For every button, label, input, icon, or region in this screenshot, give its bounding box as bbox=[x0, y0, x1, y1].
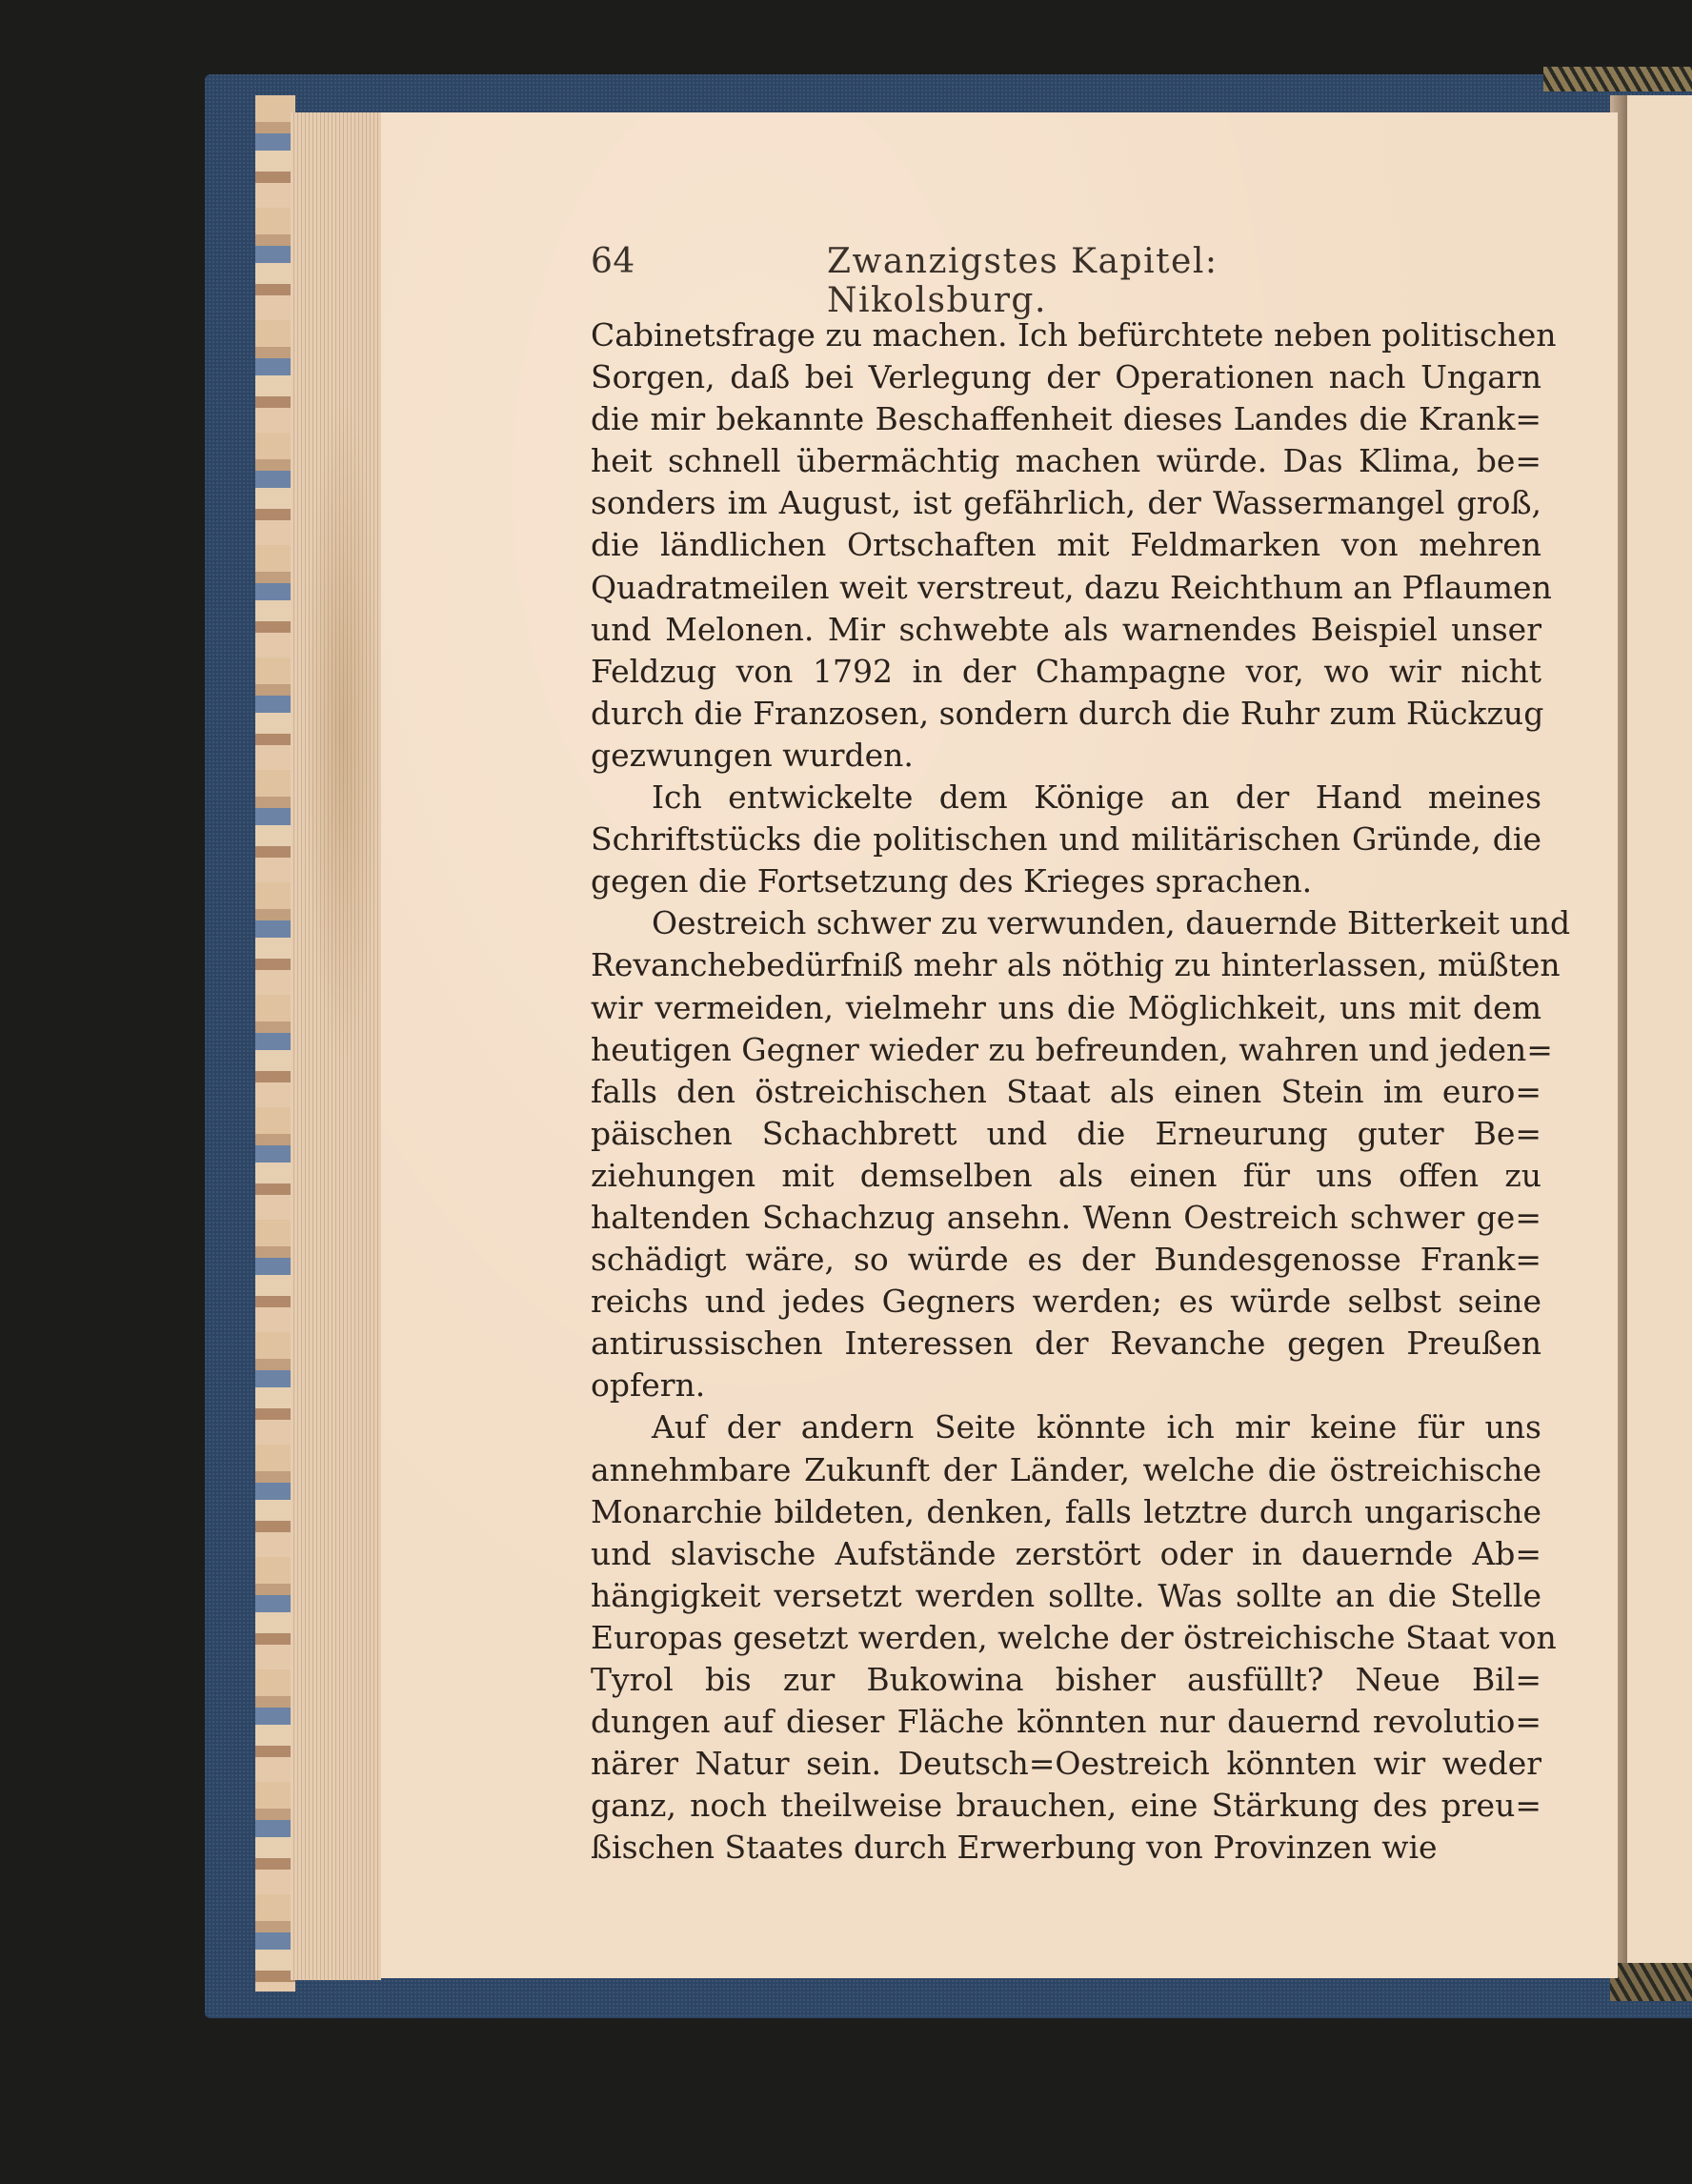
text-line: und slavische Aufstände zerstört oder in dauernde Ab= bbox=[591, 1534, 1541, 1572]
text-line: opfern. bbox=[591, 1366, 706, 1405]
page-edges bbox=[291, 112, 381, 1980]
text-line: und Melonen. Mir schwebte als warnendes Beispiel unser bbox=[591, 610, 1541, 648]
paragraph bbox=[591, 1406, 1557, 1869]
text-line: Revanchebedürfniß mehr als nöthig zu hinterlassen, müßten bbox=[591, 946, 1561, 984]
text-line: heutigen Gegner wieder zu befreunden, wahren und jeden= bbox=[591, 1030, 1553, 1068]
book-tailband bbox=[1610, 1963, 1692, 2001]
text-line: wir vermeiden, vielmehr uns die Möglichkeit, uns mit dem bbox=[591, 988, 1541, 1026]
text-line: Schriftstücks die politischen und militärischen Gründe, die bbox=[591, 820, 1541, 859]
text-line: Sorgen, daß bei Verlegung der Operationen nach Ungarn bbox=[591, 358, 1541, 396]
facing-page-edge bbox=[1627, 95, 1692, 1992]
text-line: dungen auf dieser Fläche könnten nur dauernd revolutio= bbox=[591, 1703, 1541, 1741]
paragraph bbox=[591, 902, 1571, 1406]
text-line: gezwungen wurden. bbox=[591, 736, 914, 774]
text-line: närer Natur sein. Deutsch=Oestreich könnten wir weder bbox=[591, 1745, 1541, 1783]
text-line: durch die Franzosen, sondern durch die Ruhr zum Rückzug bbox=[591, 694, 1544, 732]
text-line: Feldzug von 1792 in der Champagne vor, wo wir nicht bbox=[591, 652, 1541, 690]
text-line: haltenden Schachzug ansehn. Wenn Oestreich schwer ge= bbox=[591, 1198, 1541, 1236]
marbled-endpaper bbox=[255, 95, 295, 1992]
text-line: reichs und jedes Gegners werden; es würde selbst seine bbox=[591, 1283, 1541, 1321]
book-headband bbox=[1543, 67, 1692, 91]
page-body-text bbox=[591, 314, 1571, 1869]
page-header bbox=[591, 242, 1322, 320]
text-line: Cabinetsfrage zu machen. Ich befürchtete neben politischen bbox=[591, 316, 1557, 354]
text-line: Monarchie bildeten, denken, falls letztre durch ungarische bbox=[591, 1492, 1541, 1530]
page-number: 64 bbox=[591, 242, 635, 281]
text-line: heit schnell übermächtig machen würde. Das Klima, be= bbox=[591, 442, 1541, 480]
text-line: gegen die Fortsetzung des Krieges sprachen. bbox=[591, 862, 1313, 900]
text-line: Ich entwickelte dem Könige an der Hand meines bbox=[652, 779, 1541, 817]
text-line: hängigkeit versetzt werden sollte. Was sollte an die Stelle bbox=[591, 1576, 1541, 1614]
text-line: Europas gesetzt werden, welche der östreichische Staat von bbox=[591, 1618, 1557, 1656]
text-line: ganz, noch theilweise brauchen, eine Stärkung des preu= bbox=[591, 1787, 1541, 1825]
text-line: die ländlichen Ortschaften mit Feldmarken von mehren bbox=[591, 526, 1541, 564]
text-line: schädigt wäre, so würde es der Bundesgenosse Frank= bbox=[591, 1241, 1541, 1279]
text-line: päischen Schachbrett und die Erneurung guter Be= bbox=[591, 1114, 1541, 1152]
running-title: Zwanzigstes Kapitel: Nikolsburg. bbox=[827, 242, 1219, 320]
text-line: sonders im August, ist gefährlich, der Wassermangel groß, bbox=[591, 484, 1541, 522]
text-line: Tyrol bis zur Bukowina bisher ausfüllt? Neue Bil= bbox=[591, 1661, 1541, 1698]
paragraph bbox=[591, 314, 1557, 777]
paragraph bbox=[591, 777, 1541, 902]
text-line: falls den östreichischen Staat als einen Stein im euro= bbox=[591, 1072, 1541, 1110]
text-line: annehmbare Zukunft der Länder, welche die östreichische bbox=[591, 1450, 1541, 1488]
text-line: Auf der andern Seite könnte ich mir keine für uns bbox=[652, 1408, 1541, 1446]
text-line: die mir bekannte Beschaffenheit dieses Landes die Krank= bbox=[591, 400, 1541, 438]
text-line: ßischen Staates durch Erwerbung von Provinzen wie bbox=[591, 1829, 1438, 1867]
text-line: ziehungen mit demselben als einen für uns offen zu bbox=[591, 1156, 1541, 1194]
text-line: antirussischen Interessen der Revanche gegen Preußen bbox=[591, 1325, 1541, 1363]
text-line: Quadratmeilen weit verstreut, dazu Reichthum an Pflaumen bbox=[591, 568, 1552, 606]
text-line: Oestreich schwer zu verwunden, dauernde Bitterkeit und bbox=[652, 904, 1571, 942]
